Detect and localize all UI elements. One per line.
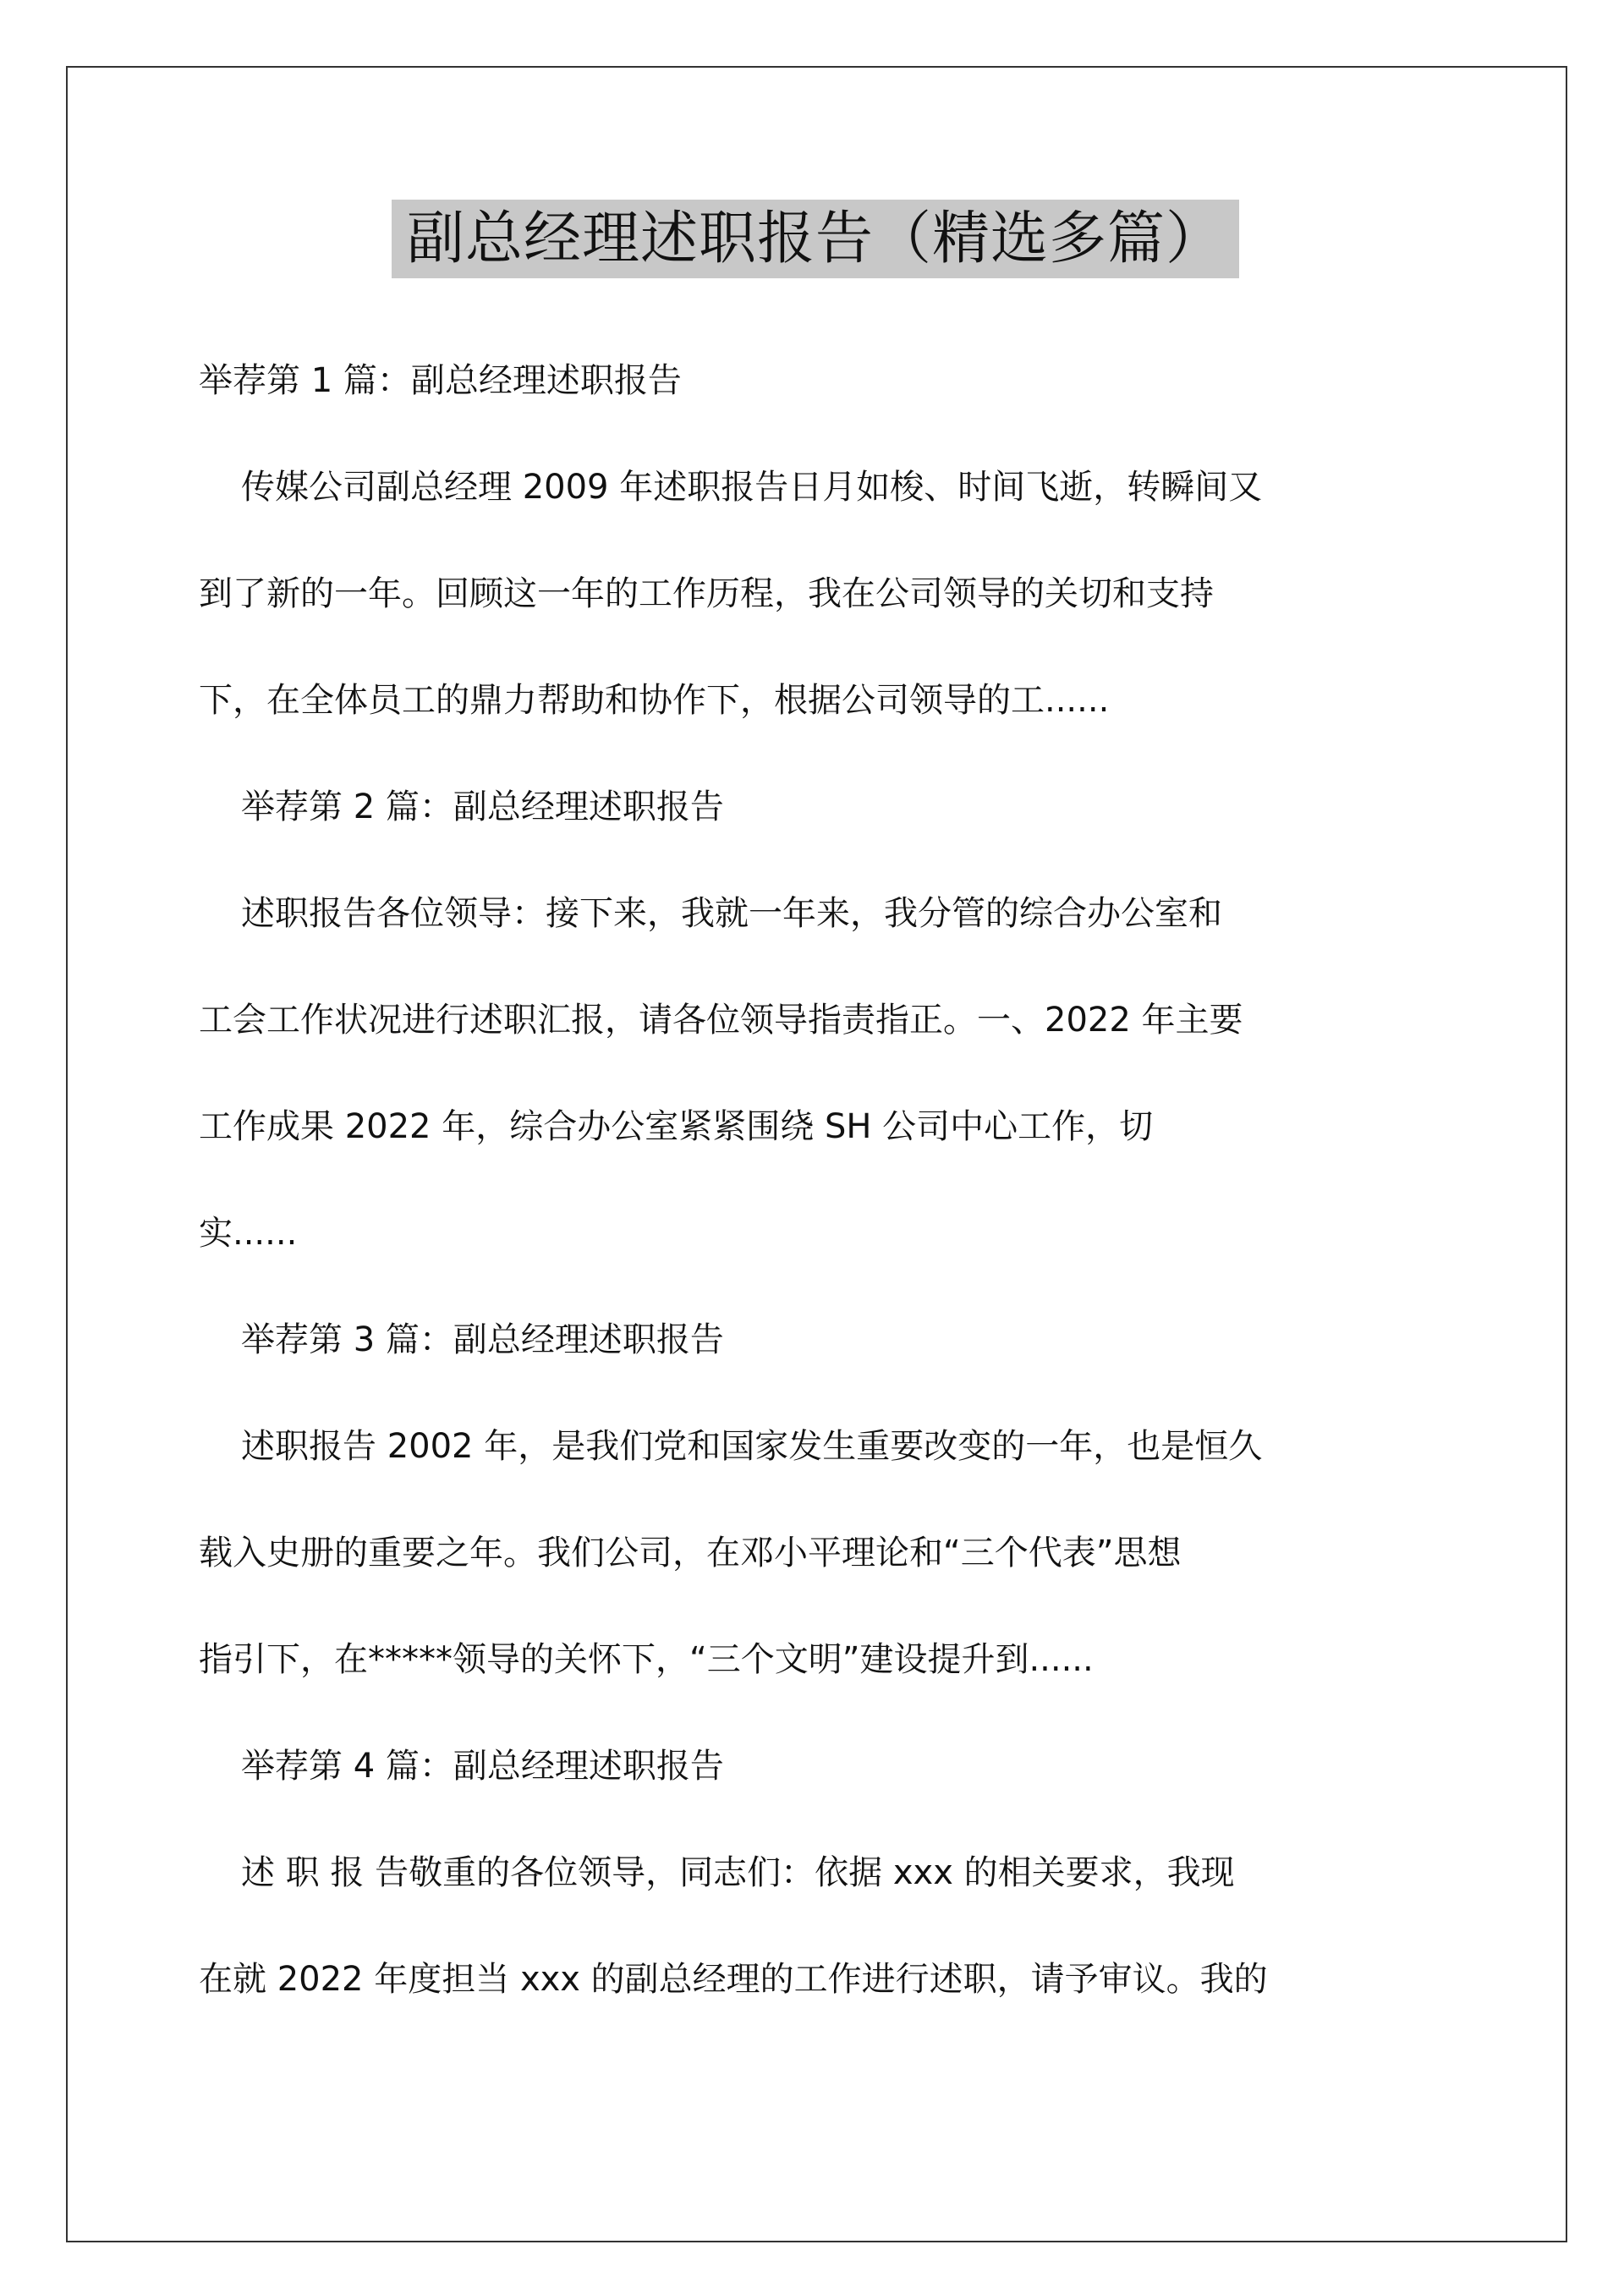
- section-heading-2: 举荐第 2 篇：副总经理述职报告: [241, 788, 724, 826]
- paragraph-line: 述职报告 2002 年，是我们党和国家发生重要改变的一年，也是恒久: [241, 1427, 1263, 1466]
- paragraph-line: 述职报告各位领导：接下来，我就一年来，我分管的综合办公室和: [241, 894, 1222, 933]
- section-heading-1: 举荐第 1 篇：副总经理述职报告: [199, 361, 682, 400]
- paragraph-line: 下，在全体员工的鼎力帮助和协作下，根据公司领导的工......: [199, 681, 1110, 720]
- section-heading-4: 举荐第 4 篇：副总经理述职报告: [241, 1747, 724, 1786]
- paragraph-line: 到了新的一年。回顾这一年的工作历程，我在公司领导的关切和支持: [199, 574, 1214, 613]
- paragraph-line: 述 职 报 告敬重的各位领导，同志们：依据 xxx 的相关要求，我现: [241, 1853, 1235, 1892]
- paragraph-line: 传媒公司副总经理 2009 年述职报告日月如梭、时间飞逝，转瞬间又: [241, 468, 1263, 507]
- section-heading-3: 举荐第 3 篇：副总经理述职报告: [241, 1320, 724, 1359]
- document-title: 副总经理述职报告（精选多篇）: [392, 200, 1239, 278]
- paragraph-line: 载入史册的重要之年。我们公司，在邓小平理论和“三个代表”思想: [199, 1534, 1182, 1572]
- paragraph-line: 工会工作状况进行述职汇报，请各位领导指责指正。一、2022 年主要: [199, 1001, 1243, 1040]
- paragraph-line: 指引下，在*****领导的关怀下，“三个文明”建设提升到......: [199, 1640, 1094, 1679]
- paragraph-line: 在就 2022 年度担当 xxx 的副总经理的工作进行述职，请予审议。我的: [199, 1960, 1268, 1999]
- paragraph-line: 工作成果 2022 年，综合办公室紧紧围绕 SH 公司中心工作，切: [199, 1107, 1154, 1146]
- paragraph-line: 实......: [199, 1214, 298, 1253]
